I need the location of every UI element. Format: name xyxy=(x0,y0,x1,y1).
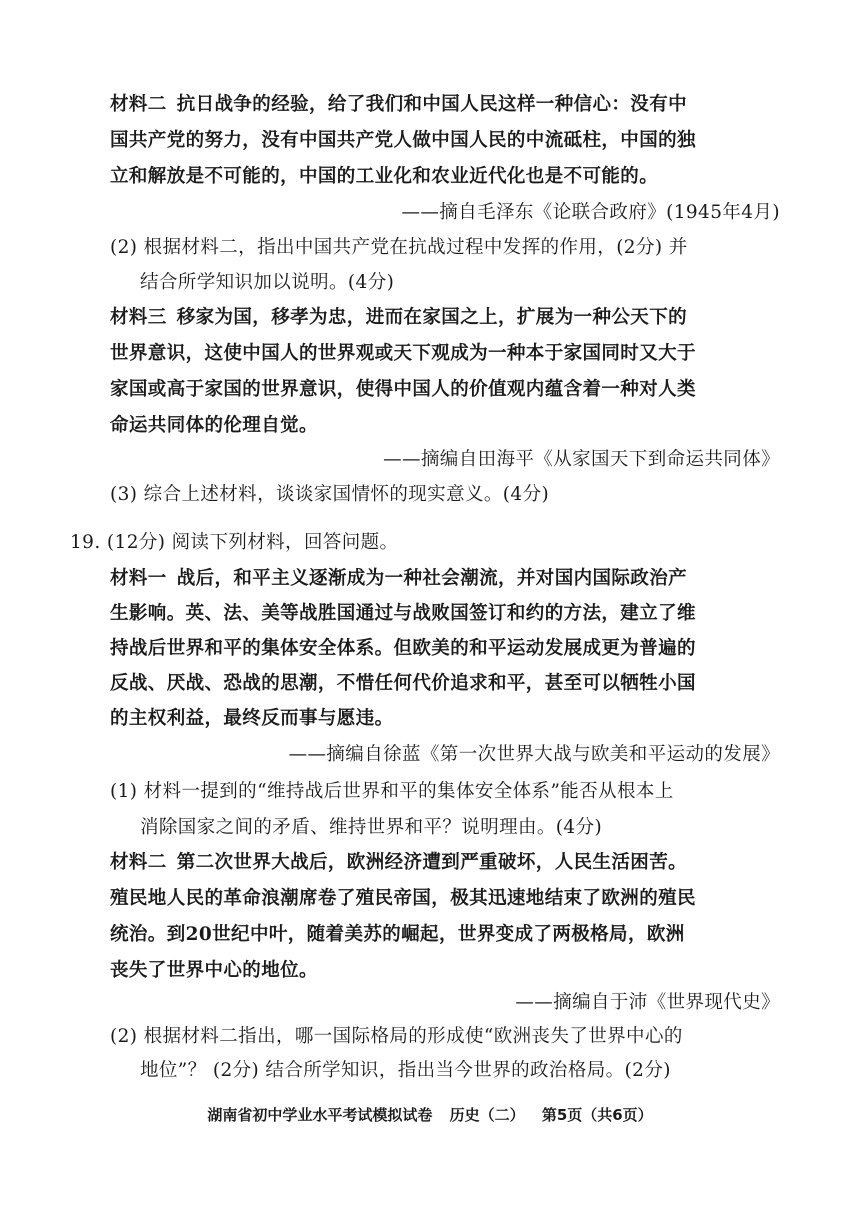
q19-material-1-line-3: 持战后世界和平的集体安全体系。但欧美的和平运动发展成更为普遍的 xyxy=(110,638,696,659)
material-label: 材料三 xyxy=(110,307,167,328)
footer-subject: 历史（二） xyxy=(449,1106,525,1124)
material-text: 移家为国，移孝为忠，进而在家国之上，扩展为一种公天下的 xyxy=(176,307,688,328)
q19-header: 19. (12分) 阅读下列材料，回答问题。 xyxy=(70,532,399,553)
q19-material-2-line-4: 丧失了世界中心的地位。 xyxy=(110,960,318,981)
q19-1-line-1: (1) 材料一提到的“维持战后世界和平的集体安全体系”能否从根本上 xyxy=(110,781,674,802)
material-2-line-2: 国共产党的努力，没有中国共产党人做中国人民的中流砥柱，中国的独 xyxy=(110,130,696,151)
page-footer xyxy=(0,1104,860,1125)
q19-1-line-2: 消除国家之间的矛盾、维持世界和平？说明理由。(4分) xyxy=(140,817,603,838)
material-3-line-3: 家国或高于家国的世界意识，使得中国人的价值观内蕴含着一种对人类 xyxy=(110,379,696,400)
footer-page-number: 第5页（共6页） xyxy=(541,1106,653,1124)
q19-material-2-line-1 xyxy=(110,850,687,876)
material-2-source: ——摘自毛泽东《论联合政府》(1945年4月) xyxy=(401,202,780,223)
q19-material-1-line-4: 反战、厌战、恐战的思潮，不惜任何代价追求和平，甚至可以牺牲小国 xyxy=(110,673,696,694)
material-3-source: ——摘编自田海平《从家国天下到命运共同体》 xyxy=(383,449,780,470)
material-2-line-1 xyxy=(110,92,687,118)
q18-3: (3) 综合上述材料，谈谈家国情怀的现实意义。(4分) xyxy=(110,484,550,505)
q18-2-line-2: 结合所学知识加以说明。(4分) xyxy=(140,272,395,293)
q19-material-2-source: ——摘编自于沛《世界现代史》 xyxy=(515,992,780,1013)
footer-title: 湖南省初中学业水平考试模拟试卷 xyxy=(207,1106,433,1124)
q19-material-1-line-1 xyxy=(110,566,687,592)
material-3-line-2: 世界意识，这使中国人的世界观或天下观成为一种本于家国同时又大于 xyxy=(110,343,696,364)
q19-material-1-source: ——摘编自徐蓝《第一次世界大战与欧美和平运动的发展》 xyxy=(288,744,780,765)
q19-2-line-2: 地位”？ (2分) 结合所学知识，指出当今世界的政治格局。(2分) xyxy=(140,1060,671,1081)
q19-material-2-line-2: 殖民地人民的革命浪潮席卷了殖民帝国，极其迅速地结束了欧洲的殖民 xyxy=(110,888,696,909)
material-text: 战后，和平主义逐渐成为一种社会潮流，并对国内国际政治产 xyxy=(176,568,688,589)
material-label: 材料一 xyxy=(110,568,167,589)
q19-material-2-line-3: 统治。到20世纪中叶，随着美苏的崛起，世界变成了两极格局，欧洲 xyxy=(110,924,685,945)
material-3-line-4: 命运共同体的伦理自觉。 xyxy=(110,415,318,436)
q19-2-line-1: (2) 根据材料二指出，哪一国际格局的形成使“欧洲丧失了世界中心的 xyxy=(110,1026,683,1047)
material-2-line-3: 立和解放是不可能的，中国的工业化和农业近代化也是不可能的。 xyxy=(110,166,659,187)
material-text: 第二次世界大战后，欧洲经济遭到严重破坏，人民生活困苦。 xyxy=(176,852,688,873)
material-label: 材料二 xyxy=(110,852,167,873)
material-3-line-1 xyxy=(110,305,687,331)
material-text: 抗日战争的经验，给了我们和中国人民这样一种信心：没有中 xyxy=(176,94,688,115)
q18-2-line-1: (2) 根据材料二，指出中国共产党在抗战过程中发挥的作用，(2分) 并 xyxy=(110,237,688,258)
q19-material-1-line-2: 生影响。英、法、美等战胜国通过与战败国签订和约的方法，建立了维 xyxy=(110,603,696,624)
q19-material-1-line-5: 的主权利益，最终反而事与愿违。 xyxy=(110,708,394,729)
material-label: 材料二 xyxy=(110,94,167,115)
